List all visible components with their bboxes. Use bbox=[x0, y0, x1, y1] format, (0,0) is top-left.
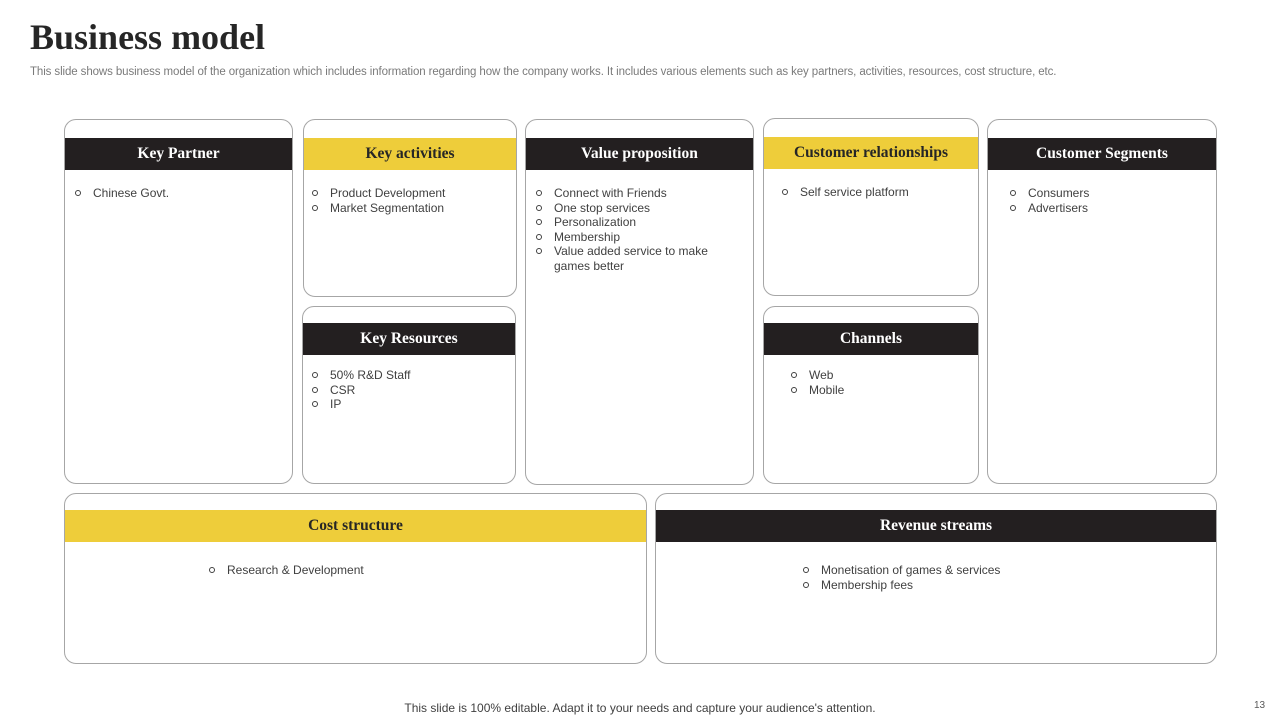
list-item: One stop services bbox=[536, 201, 726, 216]
list-item: Chinese Govt. bbox=[75, 186, 275, 201]
key-resources-card bbox=[302, 306, 516, 484]
list-item: Mobile bbox=[791, 383, 971, 398]
revenue-streams-list bbox=[803, 563, 1103, 592]
key-partner-list bbox=[75, 186, 275, 201]
key-resources-header: Key Resources bbox=[303, 323, 515, 355]
customer-segments-list bbox=[1010, 186, 1200, 215]
customer-relationships-card bbox=[763, 118, 979, 296]
list-item: Web bbox=[791, 368, 971, 383]
customer-segments-header: Customer Segments bbox=[988, 138, 1216, 170]
customer-relationships-header: Customer relationships bbox=[764, 137, 978, 169]
list-item: Consumers bbox=[1010, 186, 1200, 201]
list-item: Market Segmentation bbox=[312, 201, 507, 216]
cost-structure-card bbox=[64, 493, 647, 664]
list-item: 50% R&D Staff bbox=[312, 368, 507, 383]
list-item: Membership bbox=[536, 230, 726, 245]
key-resources-list bbox=[312, 368, 507, 412]
list-item: Monetisation of games & services bbox=[803, 563, 1103, 578]
list-item: Product Development bbox=[312, 186, 507, 201]
list-item: CSR bbox=[312, 383, 507, 398]
key-partner-card bbox=[64, 119, 293, 484]
key-activities-list bbox=[312, 186, 507, 215]
value-proposition-card bbox=[525, 119, 754, 485]
list-item: Membership fees bbox=[803, 578, 1103, 593]
page-number: 13 bbox=[1254, 700, 1266, 711]
customer-segments-card bbox=[987, 119, 1217, 484]
customer-relationships-list bbox=[782, 185, 972, 200]
revenue-streams-card bbox=[655, 493, 1217, 664]
channels-card bbox=[763, 306, 979, 484]
page-title: Business model bbox=[30, 17, 266, 57]
list-item: Advertisers bbox=[1010, 201, 1200, 216]
list-item: Connect with Friends bbox=[536, 186, 726, 201]
channels-header: Channels bbox=[764, 323, 978, 355]
page-subtitle: This slide shows business model of the organization which includes information regarding how the company works. It includes various elements such as key partners, activities, resources, cost structure, etc. bbox=[30, 66, 1057, 78]
footer-note: This slide is 100% editable. Adapt it to your needs and capture your audience's attention. bbox=[404, 701, 876, 715]
key-partner-header: Key Partner bbox=[65, 138, 292, 170]
value-proposition-list bbox=[536, 186, 726, 273]
value-proposition-header: Value proposition bbox=[526, 138, 753, 170]
list-item: Self service platform bbox=[782, 185, 972, 200]
revenue-streams-header: Revenue streams bbox=[656, 510, 1216, 542]
list-item: Personalization bbox=[536, 215, 726, 230]
list-item: Value added service to make games better bbox=[536, 244, 726, 273]
cost-structure-header: Cost structure bbox=[65, 510, 646, 542]
cost-structure-list bbox=[209, 563, 509, 578]
list-item: IP bbox=[312, 397, 507, 412]
channels-list bbox=[791, 368, 971, 397]
key-activities-header: Key activities bbox=[304, 138, 516, 170]
list-item: Research & Development bbox=[209, 563, 509, 578]
key-activities-card bbox=[303, 119, 517, 297]
